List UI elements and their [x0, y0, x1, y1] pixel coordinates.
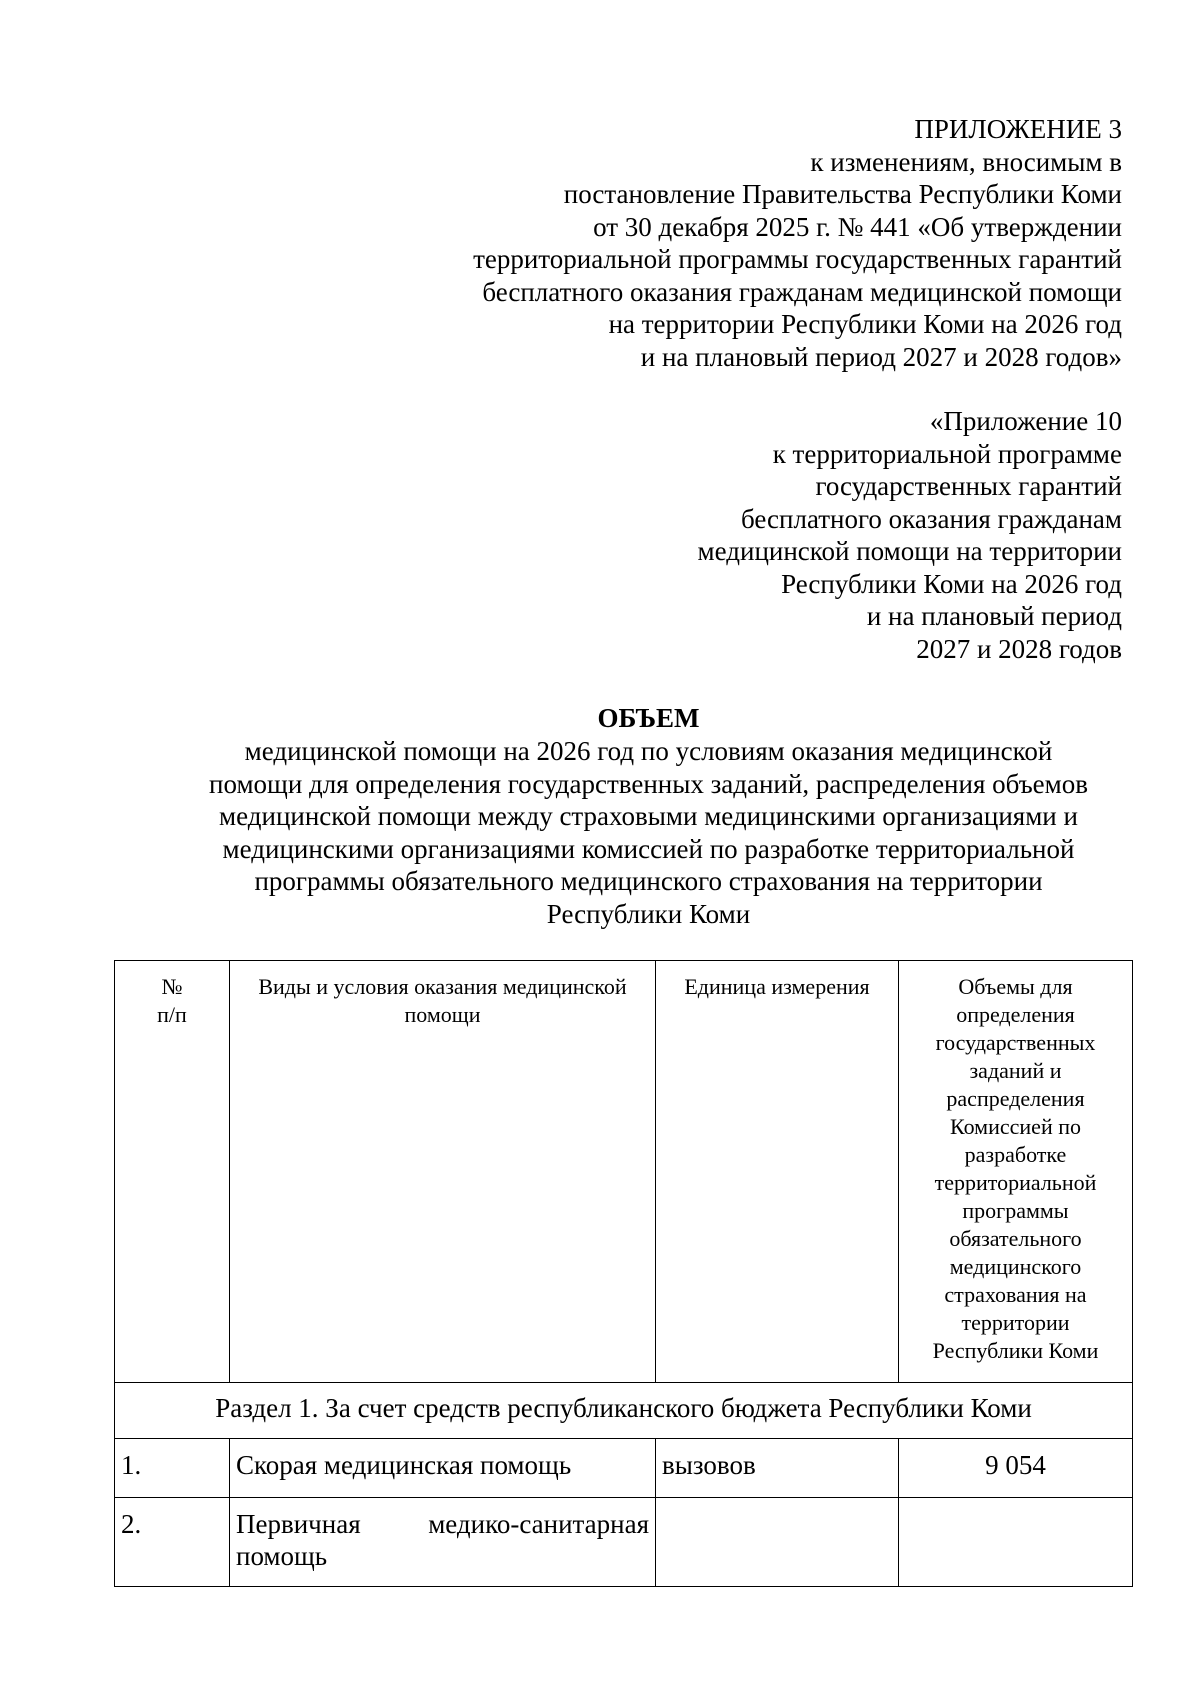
row-unit: вызовов: [656, 1439, 899, 1498]
attachment-line: бесплатного оказания гражданам медицинской помощи: [482, 276, 1122, 307]
subtitle-line: Республики Коми: [546, 898, 751, 929]
subtitle-line: медицинской помощи между страховыми медицинскими организациями и: [219, 801, 1078, 831]
annex-line: Республики Коми на 2026 год: [781, 568, 1122, 599]
volume-table: [114, 960, 1133, 1587]
row-number: 2.: [115, 1498, 230, 1587]
header-volume-line: территории: [961, 1310, 1070, 1335]
table-header-row: [115, 961, 1133, 1383]
document-title: ОБЪЕМ: [597, 703, 700, 733]
header-number: [115, 961, 230, 1383]
annex-line: к территориальной программе: [772, 438, 1122, 469]
row-kind: Скорая медицинская помощь: [230, 1439, 656, 1498]
annex-line: медицинской помощи на территории: [697, 536, 1122, 566]
attachment-line: территориальной программы государственных гарантий: [473, 244, 1122, 274]
header-volume-line: медицинского: [949, 1254, 1082, 1279]
attachment-line: ПРИЛОЖЕНИЕ 3: [914, 114, 1122, 144]
annex-line: и на плановый период: [866, 601, 1122, 631]
header-volume-line: распределения: [946, 1086, 1085, 1111]
header-number-line: п/п: [157, 1002, 187, 1027]
header-volume-line: заданий и: [969, 1058, 1062, 1083]
subtitle-line: медицинской помощи на 2026 год по условиям оказания медицинской: [244, 736, 1053, 766]
table-row: [115, 1498, 1133, 1587]
row-volume: [899, 1498, 1133, 1587]
header-volume-line: Комиссией по: [950, 1114, 1081, 1139]
subtitle-line: помощи для определения государственных заданий, распределения объемов: [209, 768, 1088, 799]
header-kind: Виды и условия оказания медицинской помощи: [230, 961, 656, 1383]
attachment-line: постановление Правительства Республики Коми: [563, 179, 1122, 209]
header-volume-line: обязательного: [949, 1226, 1082, 1251]
attachment-line: к изменениям, вносимым в: [810, 146, 1122, 177]
annex-line: бесплатного оказания гражданам: [741, 503, 1122, 534]
header-volume-line: Республики Коми: [932, 1338, 1099, 1363]
header-volume-line: Объемы для: [958, 974, 1073, 999]
annex-line: 2027 и 2028 годов: [916, 633, 1122, 664]
row-number: 1.: [115, 1439, 230, 1498]
attachment-header: [473, 113, 1122, 373]
row-kind: Первичная медико-санитарная помощь: [230, 1498, 656, 1587]
header-number-line: №: [161, 974, 183, 999]
section-row: [115, 1383, 1133, 1439]
attachment-line: на территории Республики Коми на 2026 год: [608, 309, 1122, 339]
header-volume-line: программы: [962, 1198, 1069, 1223]
header-volume-line: определения: [956, 1002, 1075, 1027]
table-row: [115, 1439, 1133, 1498]
attachment-line: и на плановый период 2027 и 2028 годов»: [640, 341, 1122, 372]
annex-line: «Приложение 10: [929, 406, 1122, 436]
subtitle-line: медицинскими организациями комиссией по разработке территориальной: [222, 833, 1075, 864]
subtitle-line: программы обязательного медицинского страхования на территории: [254, 866, 1043, 896]
header-volume-line: территориальной: [934, 1170, 1097, 1195]
attachment-line: от 30 декабря 2025 г. № 441 «Об утверждении: [593, 211, 1122, 242]
header-volume: [899, 961, 1133, 1383]
row-volume: 9 054: [899, 1439, 1133, 1498]
annex-line: государственных гарантий: [815, 471, 1122, 501]
header-volume-line: разработке: [964, 1142, 1067, 1167]
header-volume-line: государственных: [935, 1030, 1096, 1055]
header-volume-line: страхования на: [944, 1282, 1087, 1307]
row-unit: [656, 1498, 899, 1587]
header-unit: Единица измерения: [656, 961, 899, 1383]
annex-header: [698, 405, 1122, 665]
document-subtitle: [0, 735, 1200, 930]
section-title: Раздел 1. За счет средств республиканского бюджета Республики Коми: [115, 1383, 1133, 1439]
